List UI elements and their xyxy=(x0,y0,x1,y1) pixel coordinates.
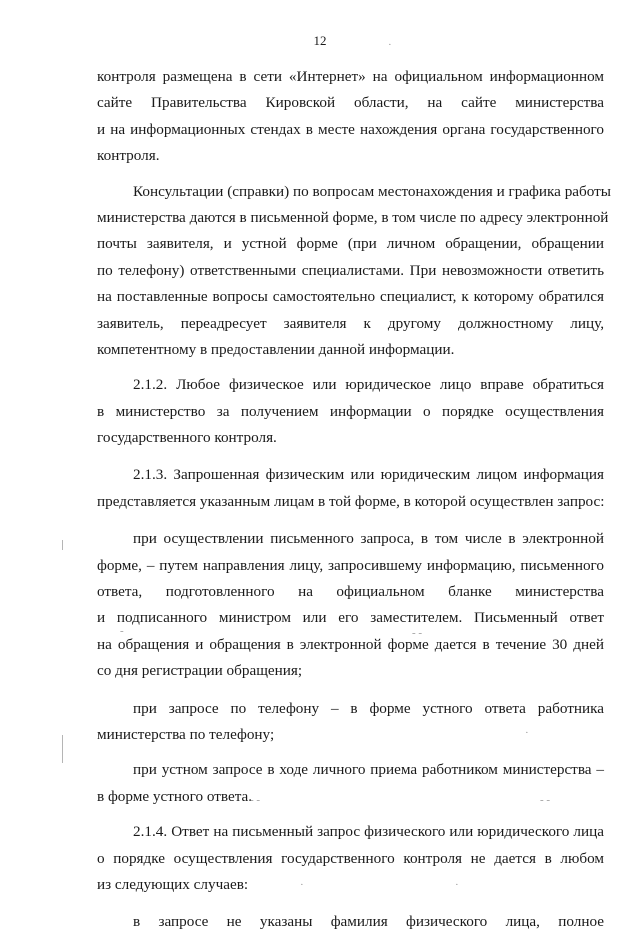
text-line: и на информационных стендах в месте нахождения органа государственного xyxy=(97,120,604,138)
paragraph-1 xyxy=(97,64,604,170)
text-line: со дня регистрации обращения; xyxy=(97,662,303,680)
text-line: и подписанного министром или его заместителем. Письменный ответ xyxy=(97,609,604,627)
scan-speck: · xyxy=(525,727,529,739)
scan-margin-mark xyxy=(62,540,63,550)
scan-speck: · xyxy=(300,879,304,891)
text-line: при осуществлении письменного запроса, в том числе в электронной xyxy=(133,530,604,548)
text-line: министерства даются в письменной форме, в том числе по адресу электронной xyxy=(97,208,609,226)
text-line: министерства по телефону; xyxy=(97,725,275,743)
paragraph-2-1-4 xyxy=(97,819,604,898)
text-line: контроля размещена в сети «Интернет» на официальном информационном xyxy=(97,68,604,85)
text-line: заявитель, переадресует заявителя к другому должностному лицу, xyxy=(97,314,604,332)
paragraph-2-1-2 xyxy=(97,372,604,451)
text-line: на поставленные вопросы самостоятельно специалист, к которому обратился xyxy=(97,288,604,306)
text-line: из следующих случаев: xyxy=(97,875,249,893)
text-line: представляется указанным лицам в той форме, в которой осуществлен запрос: xyxy=(97,492,605,510)
paragraph-2 xyxy=(97,179,612,364)
text-line: по телефону) ответственными специалистами. При невозможности ответить xyxy=(97,261,604,279)
text-line: в форме устного ответа. xyxy=(97,787,253,805)
paragraph-2-1-3 xyxy=(97,462,604,515)
paragraph-phone-request xyxy=(97,696,604,749)
text-line: в министерство за получением информации о порядке осуществления xyxy=(97,402,604,420)
scan-speck: · xyxy=(455,879,459,891)
document-body xyxy=(97,64,612,936)
text-line: 2.1.3. Запрошенная физическим или юридическим лицом информация xyxy=(133,466,604,484)
scan-speck: ‑ ‑ xyxy=(540,794,551,806)
text-line: 2.1.2. Любое физическое или юридическое лицо вправе обратиться xyxy=(133,376,604,394)
paragraph-written-request xyxy=(97,526,604,684)
text-line: ответа, подготовленного на официальном бланке министерства xyxy=(97,583,604,601)
text-line: 2.1.4. Ответ на письменный запрос физического или юридического лица xyxy=(133,823,604,841)
paragraph-oral-request xyxy=(97,757,604,810)
scan-speck: ‑ xyxy=(120,625,124,637)
text-line: контроля. xyxy=(97,147,160,165)
text-line: при запросе по телефону – в форме устного ответа работника xyxy=(133,699,604,717)
text-line: Консультации (справки) по вопросам местонахождения и графика работы xyxy=(133,182,612,200)
text-line: форме, – путем направления лицу, запросившему информацию, письменного xyxy=(97,556,604,574)
scan-speck: ‑ ‑ xyxy=(412,627,423,639)
paragraph-case-list xyxy=(97,909,604,935)
scan-margin-mark xyxy=(62,735,63,763)
scan-speck: · xyxy=(388,39,392,51)
text-line: о порядке осуществления государственного контроля не дается в любом xyxy=(97,849,604,867)
text-line: почты заявителя, и устной форме (при личном обращении, обращении xyxy=(97,235,604,253)
text-line: сайте Правительства Кировской области, на сайте министерства xyxy=(97,94,604,112)
page-number: 12 xyxy=(313,33,327,48)
text-line: на обращения и обращения в электронной форме дается в течение 30 дней xyxy=(97,635,604,653)
scan-speck: ‑ ‑ xyxy=(250,794,261,806)
text-line: в запросе не указаны фамилия физического лица, полное xyxy=(133,913,604,931)
text-line: государственного контроля. xyxy=(97,429,277,447)
text-line: при устном запросе в ходе личного приема работником министерства – xyxy=(133,761,604,779)
text-line: компетентному в предоставлении данной информации. xyxy=(97,340,455,358)
